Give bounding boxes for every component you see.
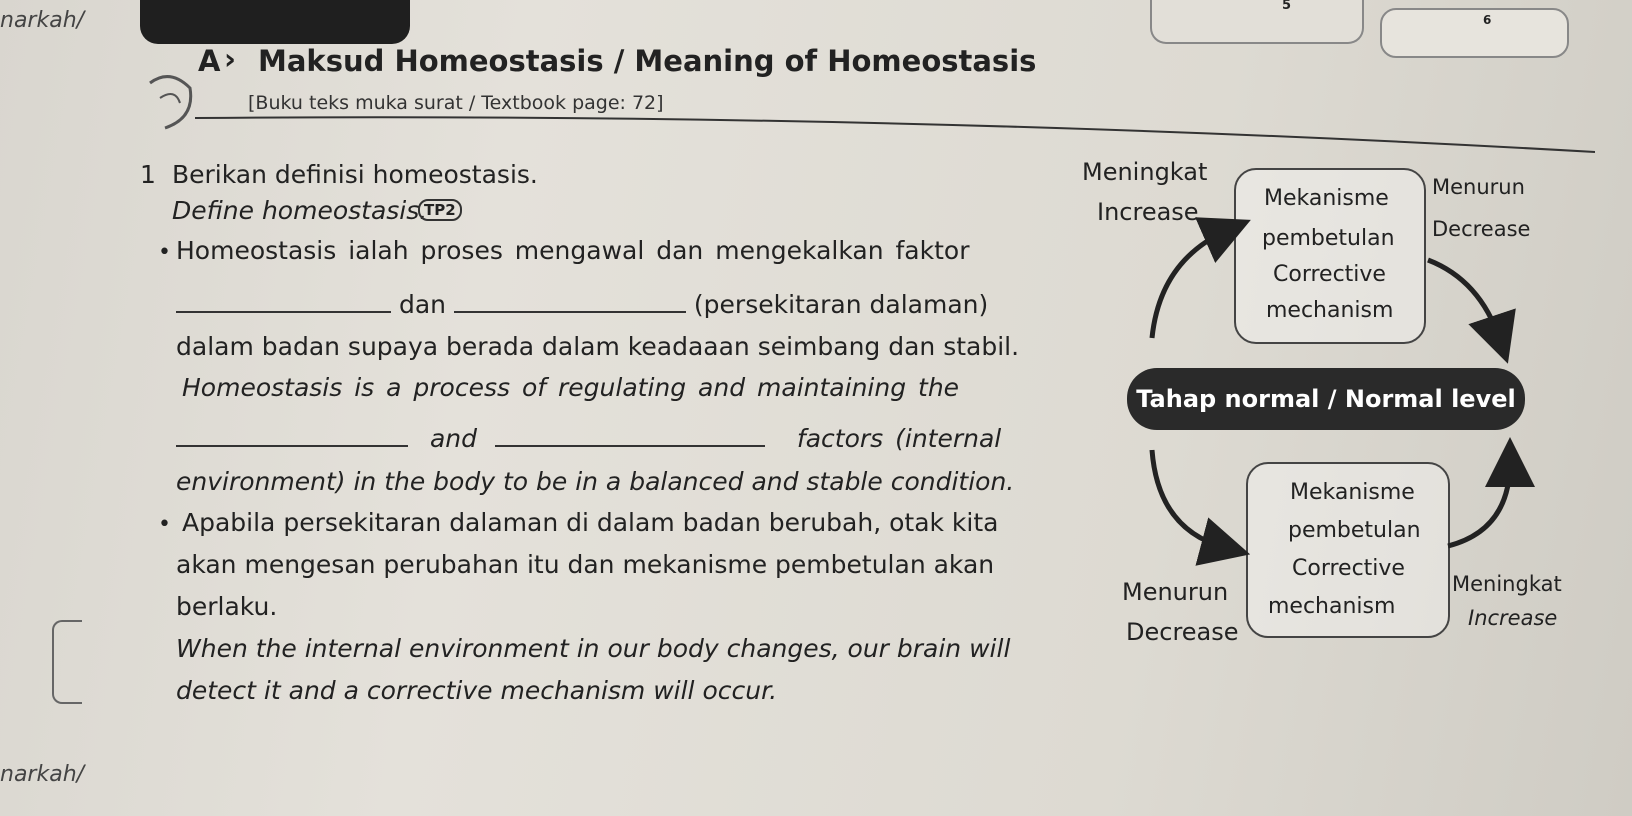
- bullet: •: [158, 240, 171, 265]
- arrow-down-right-bottom: [1152, 450, 1226, 548]
- box-text: pembetulan: [1262, 226, 1395, 251]
- answer-ms-line: berlaku.: [176, 592, 278, 621]
- label-decrease-en: Decrease: [1126, 618, 1239, 646]
- answer-en-line: When the internal environment in our body changes, our brain will: [176, 634, 1011, 663]
- answer-en-line2: [176, 424, 1001, 453]
- answer-word: factors (internal: [796, 424, 1002, 453]
- page-tab: [1380, 8, 1569, 58]
- box-text: Corrective: [1273, 262, 1386, 287]
- answer-word: and: [429, 424, 477, 453]
- page-tab: [1150, 0, 1364, 44]
- box-text: mechanism: [1268, 594, 1396, 619]
- box-text: Mekanisme: [1264, 186, 1389, 211]
- tab-number: 5: [1282, 0, 1292, 13]
- tp-badge: TP2: [418, 199, 462, 221]
- arrow-down-right: [1428, 260, 1500, 340]
- header-tab-dark: [140, 0, 410, 44]
- answer-blank[interactable]: [454, 311, 686, 313]
- box-text: pembetulan: [1288, 518, 1421, 543]
- answer-word: dan: [398, 290, 446, 319]
- answer-ms-line: Homeostasis ialah proses mengawal dan mengekalkan faktor: [176, 236, 970, 265]
- arrow-up-right: [1152, 230, 1228, 338]
- label-increase-en: Increase: [1097, 198, 1199, 226]
- label-decrease-en: Decrease: [1432, 217, 1531, 241]
- section-title: Maksud Homeostasis / Meaning of Homeostasis: [258, 44, 1037, 78]
- label-increase-ms: Meningkat: [1082, 158, 1208, 186]
- answer-en-line: Homeostasis is a process of regulating and maintaining the: [182, 373, 960, 402]
- answer-ms-line: akan mengesan perubahan itu dan mekanisme pembetulan akan: [176, 550, 995, 579]
- section-letter: A: [198, 44, 221, 78]
- question-number: 1: [140, 160, 156, 189]
- answer-blank[interactable]: [176, 311, 391, 313]
- arrow-up-bottom-right: [1448, 462, 1510, 546]
- answer-blank[interactable]: [495, 445, 765, 447]
- margin-text: narkah/: [0, 762, 85, 787]
- feedback-arrows: [1100, 200, 1580, 580]
- bullet: •: [158, 512, 171, 537]
- answer-en-line: detect it and a corrective mechanism will occur.: [176, 676, 778, 705]
- label-decrease-ms: Menurun: [1432, 175, 1525, 199]
- answer-ms-line: dalam badan supaya berada dalam keadaaan seimbang dan stabil.: [176, 332, 1020, 361]
- label-increase-en: Increase: [1468, 606, 1558, 630]
- label-decrease-ms: Menurun: [1122, 578, 1229, 606]
- box-text: Corrective: [1292, 556, 1405, 581]
- box-text: Mekanisme: [1290, 480, 1415, 505]
- textbook-reference: [Buku teks muka surat / Textbook page: 72]: [248, 92, 664, 114]
- answer-word: (persekitaran dalaman): [693, 290, 989, 319]
- normal-level-banner: Tahap normal / Normal level: [1127, 368, 1525, 430]
- answer-ms-line: Apabila persekitaran dalaman di dalam badan berubah, otak kita: [182, 508, 999, 537]
- tab-number: 6: [1483, 13, 1492, 27]
- box-text: mechanism: [1266, 298, 1394, 323]
- margin-text: narkah/: [0, 8, 85, 33]
- margin-bracket: [52, 620, 82, 704]
- heading-rule: [195, 112, 1595, 164]
- answer-blank[interactable]: [176, 445, 408, 447]
- question-text-ms: Berikan definisi homeostasis.: [172, 160, 538, 189]
- label-increase-ms: Meningkat: [1452, 572, 1562, 596]
- answer-en-line: environment) in the body to be in a balanced and stable condition.: [176, 467, 1015, 496]
- answer-ms-line2: [176, 290, 988, 319]
- question-text-en: Define homeostasis.: [172, 196, 428, 225]
- section-separator: ›: [224, 42, 236, 76]
